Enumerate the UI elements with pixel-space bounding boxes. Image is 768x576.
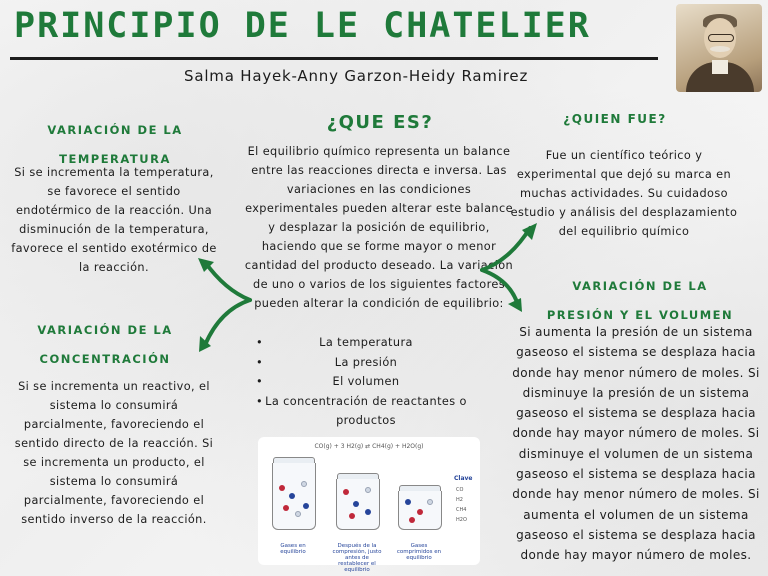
list-item: • El volumen bbox=[250, 372, 482, 392]
arrow-to-presion-icon bbox=[482, 270, 518, 305]
beaker-icon bbox=[272, 463, 316, 530]
figure-label: Después de la compresión, justo antes de restablecer el equilibrio bbox=[332, 543, 382, 573]
quien-fue-text: Fue un científico teórico y experimental que dejó su marca en muchas actividades. Su cuidadoso estudio y análisis del desplazamiento del equilibrio químico bbox=[510, 149, 738, 238]
list-item: • La concentración de reactantes o productos bbox=[250, 392, 482, 431]
figure-key-item: CH4 bbox=[456, 507, 467, 513]
list-item: • La temperatura bbox=[250, 333, 482, 353]
arrow-to-temperatura-icon bbox=[205, 262, 250, 300]
authors-line: Salma Hayek-Anny Garzon-Heidy Ramirez bbox=[184, 67, 529, 85]
figure-key-item: H2 bbox=[456, 497, 463, 503]
reaction-equation: CO(g) + 3 H2(g) ⇄ CH4(g) + H2O(g) bbox=[314, 443, 424, 450]
presion-text: Si aumenta la presión de un sistema gaseoso el sistema se desplaza hacia donde hay menor número de moles. Si disminuye la presión de un sistema gaseoso el sistema se desplaza hacia donde hay mayor número de moles. Si disminuye el volumen de un sistema gaseoso el sistema se desplaza hacia donde hay menor número de moles. Si aumenta el volumen de un sistema gaseoso el sistema se desplaza hacia donde hay mayor número de moles. bbox=[512, 325, 760, 563]
page-title: PRINCIPIO DE LE CHATELIER bbox=[14, 6, 591, 46]
presion-heading: VARIACIÓN DE LA PRESIÓN Y EL VOLUMEN bbox=[546, 279, 734, 322]
quien-fue-heading: ¿QUIEN FUE? bbox=[563, 112, 667, 126]
arrow-to-concentracion-icon bbox=[205, 300, 250, 345]
beaker-icon bbox=[336, 479, 380, 530]
arrow-to-quien-fue-icon bbox=[482, 228, 530, 270]
temperatura-text: Si se incrementa la temperatura, se favorece el sentido endotérmico de la reacción. Una disminución de la temperatura, favorece el sentido exotérmico de la reacción. bbox=[11, 166, 217, 274]
figure-key-item: CO bbox=[456, 487, 464, 493]
figure-key-title: Clave bbox=[454, 475, 473, 482]
figure-label: Gases en equilibrio bbox=[280, 543, 306, 555]
concentracion-text: Si se incrementa un reactivo, el sistema lo consumirá parcialmente, favoreciendo el sentido directo de la reacción. Si se incrementa un producto, el sistema lo consumirá parcialmente, favoreciendo el sentido inverso de la reacción. bbox=[14, 380, 214, 526]
que-es-text: El equilibrio químico representa un balance entre las reacciones directa e inversa. Las variaciones en las condiciones experimentales pueden alterar este balance y desplazar la posición de equilibrio, haciendo que se forme mayor o menor cantidad del producto deseado. La variación de uno o varios de los siguientes factores pueden alterar la condición de equilibrio: bbox=[244, 145, 514, 310]
reaction-figure bbox=[258, 437, 480, 573]
beaker-icon bbox=[398, 491, 442, 530]
figure-key-item: H2O bbox=[456, 517, 467, 523]
list-item: • La presión bbox=[250, 353, 482, 373]
concentracion-heading: VARIACIÓN DE LA CONCENTRACIÓN bbox=[37, 323, 173, 366]
temperatura-heading: VARIACIÓN DE LA TEMPERATURA bbox=[47, 123, 183, 166]
que-es-heading: ¿QUE ES? bbox=[326, 112, 434, 133]
figure-label: Gases comprimidos en equilibrio bbox=[396, 543, 442, 561]
